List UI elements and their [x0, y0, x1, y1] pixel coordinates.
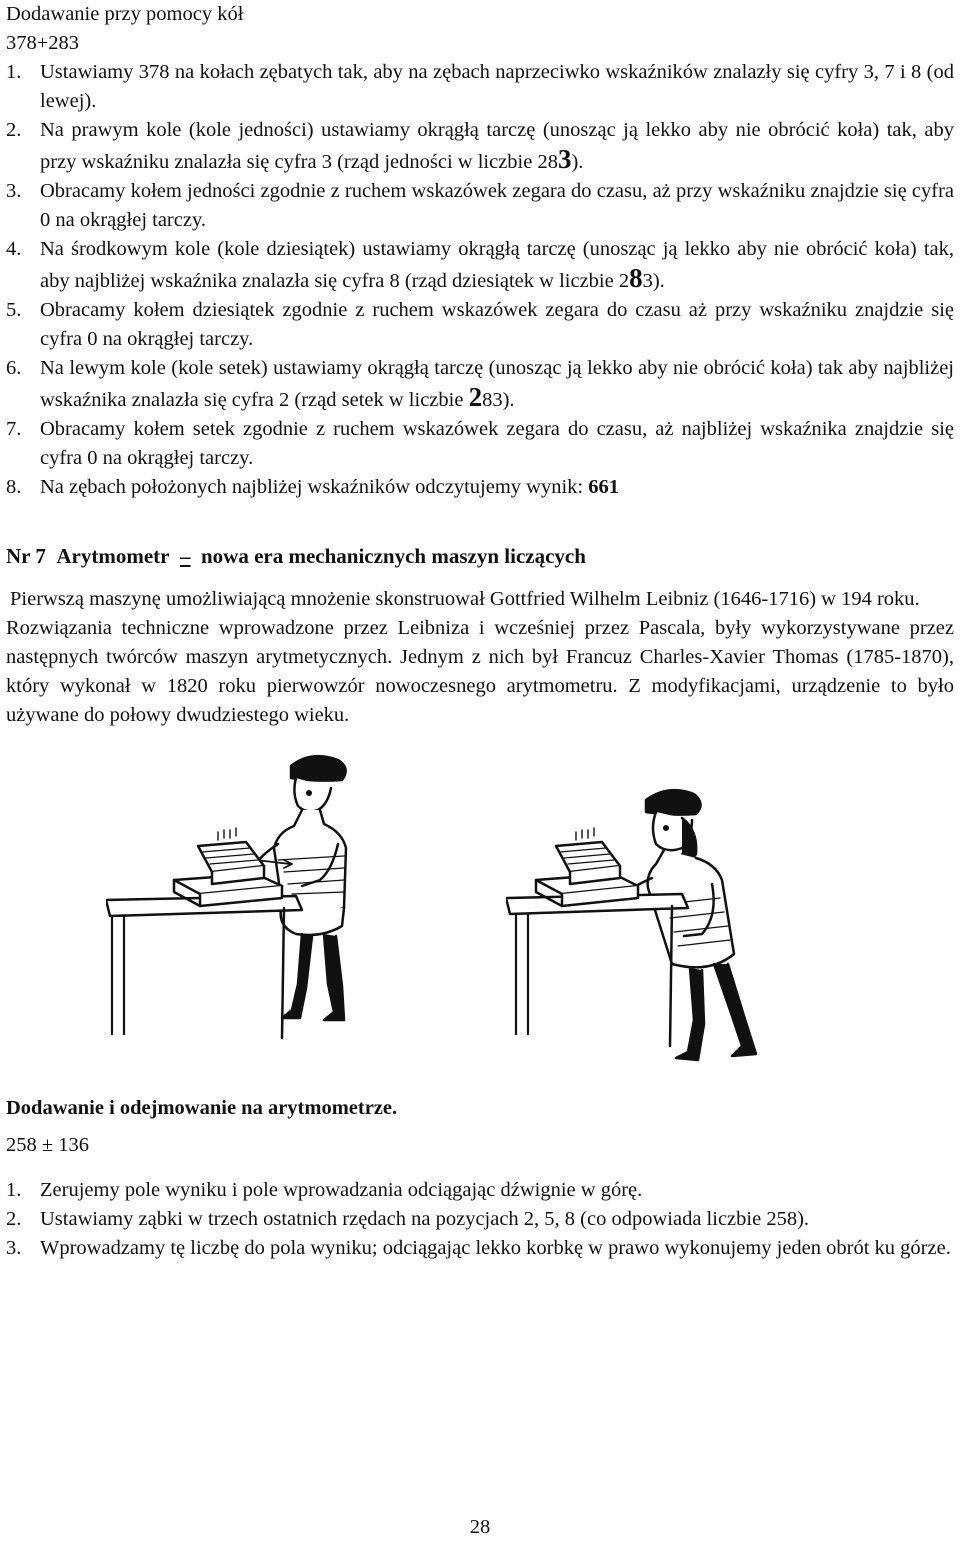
section-title: Dodawanie przy pomocy kół	[6, 3, 244, 25]
step-number: 2.	[6, 1208, 22, 1230]
illustration-left	[106, 748, 436, 1068]
step-text: Na prawym kole (kole jedności) ustawiamy okrągłą tarczę (unosząc ją lekko aby nie obrócić koła) tak, aby przy wskaźniku znalazła się cyfra 3 (rząd jedności w liczbie 28	[40, 119, 954, 173]
illustration-right	[506, 784, 836, 1084]
list-item	[6, 1176, 954, 1205]
emphasized-digit: 3	[557, 144, 572, 174]
list-item	[6, 415, 954, 473]
paragraph-thomas: Rozwiązania techniczne wprowadzone przez Leibniza i wcześniej przez Pascala, były wykorzystywane przez następnych twórców maszyn arytmetycznych. Jednym z nich był Francuz Charles-Xavier Thomas (1785-1870), który wykonał w 1820 roku pierwowzór nowoczesnego arytmometru. Z modyfikacjami, urządzenie to było używane do połowy dwudziestego wieku.	[6, 617, 954, 726]
step-text: Obracamy kołem dziesiątek zgodnie z ruchem wskazówek zegara do czasu aż przy wskaźniku znajdzie się cyfra 0 na okrągłej tarczy.	[40, 299, 954, 350]
steps-list	[6, 58, 954, 502]
list-item	[6, 473, 954, 502]
section-number: Nr 7	[6, 544, 46, 568]
list-item	[6, 1205, 954, 1234]
step-text: Wprowadzamy tę liczbę do pola wyniku; odciągając lekko korbkę w prawo wykonujemy jeden obrót ku górze.	[40, 1237, 951, 1259]
example-expression: 378+283	[6, 32, 80, 54]
step-number: 1.	[6, 1179, 22, 1201]
step-number: 4.	[6, 238, 22, 260]
result-value: 661	[588, 476, 619, 498]
list-item	[6, 177, 954, 235]
steps-list-arithmometer	[6, 1176, 954, 1263]
section-title-main: Arytmometr	[56, 544, 170, 568]
step-text: Zerujemy pole wyniku i pole wprowadzania odciągając dźwignie w górę.	[40, 1179, 643, 1201]
step-text-end: 83).	[482, 389, 515, 411]
step-text: Ustawiamy 378 na kołach zębatych tak, aby na zębach naprzeciwko wskaźników znalazły się cyfry 3, 7 i 8 (od lewej).	[40, 61, 954, 112]
list-item	[6, 235, 954, 296]
step-number: 2.	[6, 119, 22, 141]
step-text: Ustawiamy ząbki w trzech ostatnich rzędach na pozycjach 2, 5, 8 (co odpowiada liczbie 258).	[40, 1208, 810, 1230]
step-text: Obracamy kołem setek zgodnie z ruchem wskazówek zegara do czasu, aż najbliżej wskaźnika znajdzie się cyfra 0 na okrągłej tarczy.	[40, 418, 954, 469]
step-number: 1.	[6, 61, 22, 83]
emphasized-digit: 2	[468, 382, 483, 412]
list-item	[6, 1234, 954, 1263]
example-expression: 258 ± 136	[6, 1134, 90, 1156]
section-title-sub: nowa era mechanicznych maszyn liczących	[200, 544, 586, 568]
step-text: Obracamy kołem jedności zgodnie z ruchem wskazówek zegara do czasu, aż przy wskaźniku znajdzie się cyfra 0 na okrągłej tarczy.	[40, 180, 954, 231]
section-heading	[6, 542, 954, 571]
step-number: 7.	[6, 418, 22, 440]
section-heading-arithmometer: Dodawanie i odejmowanie na arytmometrze.	[6, 1097, 398, 1119]
paragraph-leibniz: Pierwszą maszynę umożliwiającą mnożenie skonstruował Gottfried Wilhelm Leibniz (1646-1716) w 194 roku.	[10, 588, 920, 610]
list-item	[6, 354, 954, 415]
emphasized-digit: 8	[629, 263, 643, 293]
list-item	[6, 296, 954, 354]
step-number: 8.	[6, 476, 22, 498]
step-number: 6.	[6, 357, 22, 379]
step-number: 5.	[6, 299, 22, 321]
list-item	[6, 58, 954, 116]
step-text: Na zębach położonych najbliżej wskaźników odczytujemy wynik:	[40, 476, 589, 498]
step-number: 3.	[6, 1237, 22, 1259]
document-page	[6, 0, 954, 1263]
step-text: Na środkowym kole (kole dziesiątek) ustawiamy okrągłą tarczę (unosząc ją lekko aby nie obrócić koła) tak, aby najbliżej wskaźnika znalazła się cyfra 8 (rząd dziesiątek w liczbie 2	[40, 238, 954, 292]
title-dash: –	[179, 544, 191, 568]
step-number: 3.	[6, 180, 22, 202]
list-item	[6, 116, 954, 177]
step-text-end: 3).	[642, 270, 665, 292]
step-text-end: ).	[571, 151, 584, 173]
illustration-arithmometer-users	[6, 748, 954, 1078]
page-number: 28	[469, 1516, 491, 1538]
step-text: Na lewym kole (kole setek) ustawiamy okrągłą tarczę (unosząc ją lekko aby nie obrócić koła) tak aby najbliżej wskaźnika znalazła się cyfra 2 (rząd setek w liczbie	[40, 357, 954, 411]
